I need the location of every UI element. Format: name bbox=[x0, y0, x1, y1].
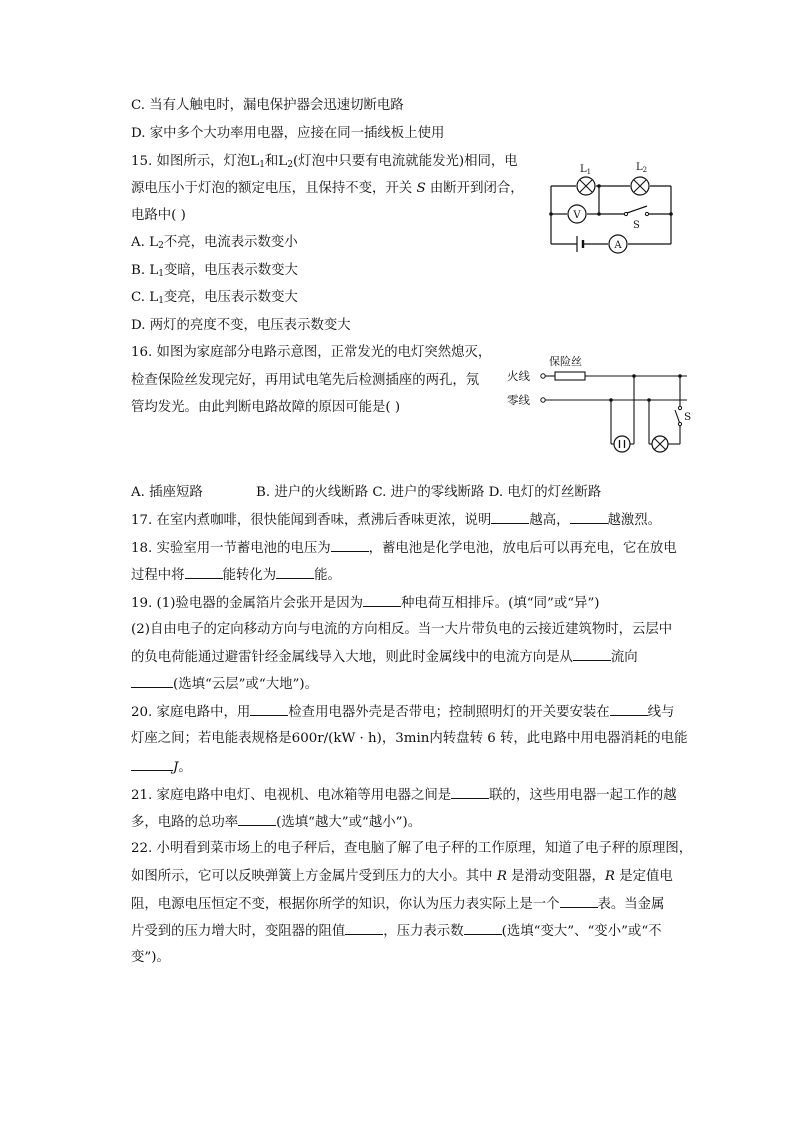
q21-blank-2 bbox=[238, 813, 276, 826]
q18-blank-2 bbox=[185, 566, 223, 579]
q19-blank-2 bbox=[573, 648, 611, 661]
lamp-l2-icon bbox=[631, 177, 649, 195]
q16-stem-line3: 管均发光。由此判断电路故障的原因可能是( ) bbox=[131, 400, 401, 415]
neutral-wire-label: 零线 bbox=[507, 393, 530, 407]
q19-line2: (2)自由电子的定向移动方向与电流的方向相反。当一大片带负电的云接近建筑物时，云层中 bbox=[131, 622, 673, 637]
q15-option-c: C. $L_1$变亮，电压表示数变大 bbox=[131, 290, 298, 306]
q16-option-c: C. 进户的零线断路 bbox=[372, 485, 485, 500]
q16-option-b: B. 进户的火线断路 bbox=[256, 485, 369, 500]
q18-line2: 过程中将 能转化为 能。 bbox=[131, 568, 341, 583]
q16-stem-line2: 检查保险丝发现完好，再用试电笔先后检测插座的两孔，氖 bbox=[131, 373, 480, 388]
ammeter-icon bbox=[609, 235, 627, 253]
q19-blank-3 bbox=[131, 675, 173, 688]
q20-blank-2 bbox=[610, 703, 648, 716]
lamp-l1-label: $L_1$ bbox=[580, 164, 592, 176]
q16-household-circuit-diagram bbox=[505, 348, 695, 460]
switch-contact-right bbox=[645, 212, 648, 215]
q20-line3: J。 bbox=[131, 758, 192, 777]
q20-blank-3 bbox=[131, 758, 173, 771]
svg-text:A: A bbox=[614, 240, 622, 251]
socket-icon bbox=[614, 436, 630, 452]
q17-blank-1 bbox=[491, 511, 529, 524]
q17-blank-2 bbox=[570, 511, 608, 524]
switch-s-label: S bbox=[633, 220, 640, 231]
switch-s-label: S bbox=[684, 411, 692, 423]
q19-line1: 19. (1)验电器的金属箔片会张开是因为 种电荷互相排斥。(填“同”或“异”) bbox=[131, 596, 600, 611]
q14-option-d: D. 家中多个大功率用电器，应接在同一插线板上使用 bbox=[131, 126, 445, 141]
q18-line1: 18. 实验室用一节蓄电池的电压为 ，蓄电池是化学电池，放电后可以再充电，它在放电 bbox=[131, 541, 677, 556]
q22-line1: 22. 小明看到菜市场上的电子秤后，查电脑了解了电子秤的工作原理，知道了电子秤的原理图， bbox=[131, 841, 693, 856]
q18-blank-3 bbox=[276, 566, 314, 579]
q22-blank-2 bbox=[345, 922, 383, 935]
switch-contact-left bbox=[624, 212, 627, 215]
q21-line1: 21. 家庭电路中电灯、电视机、电冰箱等用电器之间是 联的，这些用电器一起工作的越 bbox=[131, 788, 677, 803]
q15-stem-line3: 电路中( ) bbox=[131, 208, 186, 223]
lamp-icon bbox=[652, 436, 668, 452]
q19-line4: (选填“云层”或“大地”)。 bbox=[131, 675, 318, 694]
q14-option-c: C. 当有人触电时，漏电保护器会迅速切断电路 bbox=[131, 98, 404, 113]
q21-line2: 多，电路的总功率 (选填“越大”或“越小”)。 bbox=[131, 815, 422, 830]
q15-option-a: A. $L_2$不亮，电流表示数变小 bbox=[131, 235, 298, 251]
q15-stem-line1: 15. 如图所示，灯泡$L_1$和$L_2$(灯泡中只要有电流就能发光)相同，电 bbox=[131, 154, 518, 170]
q16-stem-line1: 16. 如图为家庭部分电路示意图，正常发光的电灯突然熄灭， bbox=[131, 345, 492, 360]
q16-options bbox=[131, 484, 601, 502]
q19-line3: 的负电荷能通过避雷针经金属线导入大地，则此时金属线中的电流方向是从 流向 bbox=[131, 650, 638, 665]
q20-blank-1 bbox=[250, 703, 288, 716]
q22-line5: 变”)。 bbox=[131, 950, 170, 965]
q22-blank-1 bbox=[560, 895, 598, 908]
q16-option-a: A. 插座短路 bbox=[131, 485, 203, 500]
q15-option-d: D. 两灯的亮度不变，电压表示数变大 bbox=[131, 318, 351, 333]
q21-blank-1 bbox=[451, 786, 489, 799]
lamp-l2-label: $L_2$ bbox=[636, 162, 648, 174]
q22-line3: 阻，电源电压恒定不变，根据你所学的知识，你认为压力表实际上是一个 表。当金属 bbox=[131, 897, 665, 912]
fire-wire-label: 火线 bbox=[507, 369, 530, 383]
fuse-label: 保险丝 bbox=[549, 355, 582, 368]
voltmeter-icon bbox=[568, 205, 586, 223]
q20-line1: 20. 家庭电路中，用 检查用电器外壳是否带电；控制照明灯的开关要安装在 线与 bbox=[131, 705, 675, 720]
q22-line2: 如图所示，它可以反映弹簧上方金属片受到压力的大小。其中 R 是滑动变阻器，R 是定值电 bbox=[131, 869, 673, 884]
q15-stem-line2: 源电压小于灯泡的额定电压，且保持不变，开关 S 由断开到闭合， bbox=[131, 181, 524, 196]
q16-option-d: D. 电灯的灯丝断路 bbox=[488, 485, 602, 500]
switch-contact-top bbox=[678, 406, 681, 409]
q22-line4: 片受到的压力增大时，变阻器的阻值 ，压力表示数 (选填“变大”、“变小”或“不 bbox=[131, 924, 662, 939]
svg-text:V: V bbox=[573, 210, 581, 221]
q15-option-b: B. $L_1$变暗，电压表示数变大 bbox=[131, 263, 298, 279]
q20-line2: 灯座之间；若电能表规格是600r/(kW · h)，3min内转盘转 6 转，此电路中用电器消耗的电能 bbox=[131, 731, 688, 746]
switch-contact-bottom bbox=[678, 422, 681, 425]
q19-blank-1 bbox=[363, 594, 401, 607]
lamp-l1-icon bbox=[577, 177, 595, 195]
q17-text: 17. 在室内煮咖啡，很快能闻到香味，煮沸后香味更浓，说明 越高， 越激烈。 bbox=[131, 513, 662, 528]
q18-blank-1 bbox=[331, 539, 369, 552]
q15-circuit-diagram bbox=[543, 158, 683, 258]
fuse-icon bbox=[555, 372, 585, 380]
q22-blank-3 bbox=[464, 922, 502, 935]
